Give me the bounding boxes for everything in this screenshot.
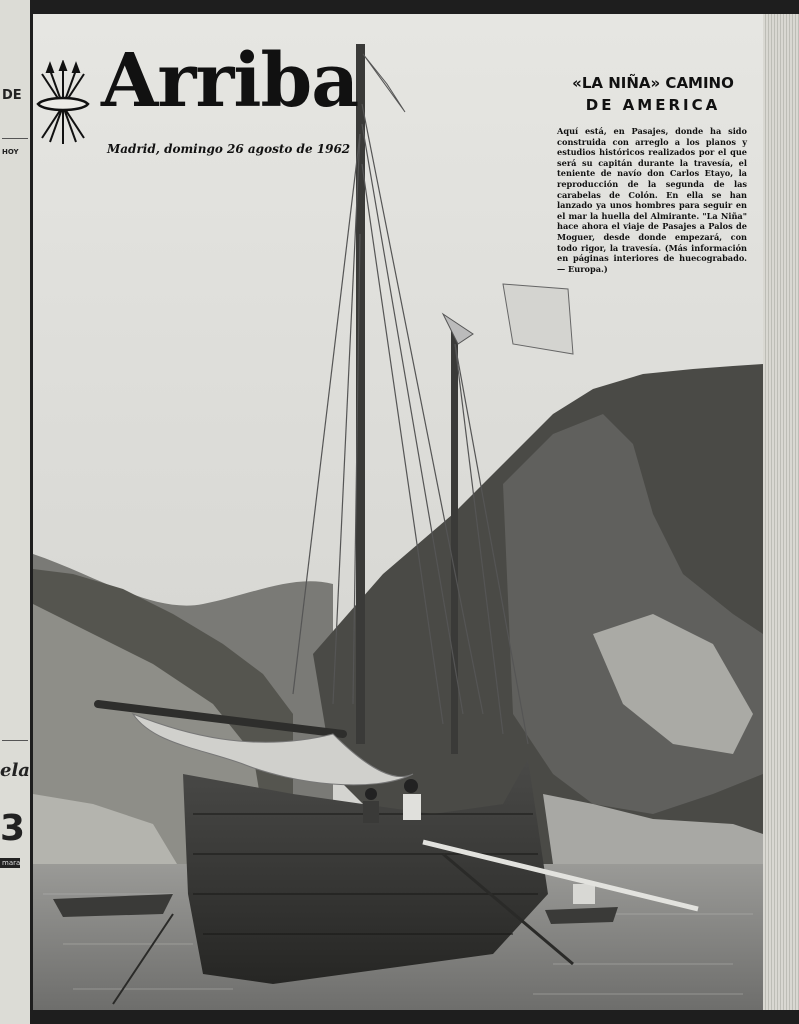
yoke-and-arrows-emblem [36,60,90,152]
fragment-script-word: ela [0,760,30,781]
fragment-rule [2,740,28,741]
headline-line-1: «LA NIÑA» CAMINO [572,74,734,92]
adjacent-page-fragment [0,0,30,1024]
fragment-rule [2,138,28,139]
newspaper-front-page [33,14,763,1010]
article-headline [555,72,751,116]
fragment-page-number: 3 [0,808,26,849]
dateline: Madrid, domingo 26 agosto de 1962 [107,142,351,156]
headline-line-2: DE AMERICA [585,96,721,114]
page-stack-edges [763,14,799,1010]
fragment-heading: DE [2,88,22,103]
fragment-tag: mara [2,859,21,867]
photo-caption: Aquí está, en Pasajes, donde ha sido construida con arreglo a los planos y estudios históricos realizados por el que será su capitán durante la travesía, el teniente de navío don Carlos Etayo, la reproducción de la segunda de las carabelas de Colón. En ella se han lanzado ya unos hombres para seguir en el mar la huella del Almirante. "La Niña" hace ahora el viaje de Pasajes a Palos de Moguer, desde donde empezará, con todo rigor, la travesía. (Más información en páginas interiores de huecograbado. — Europa.) [557,126,747,274]
newspaper-masthead: Arriba [101,38,359,124]
fragment-hoy: HOY [2,148,19,156]
